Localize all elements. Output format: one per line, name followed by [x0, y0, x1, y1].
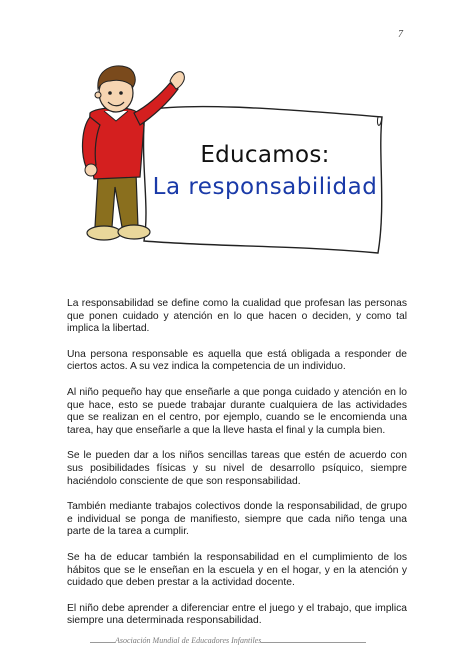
boy-trousers	[95, 173, 138, 227]
page-number: 7	[398, 29, 403, 40]
paragraph-definition: La responsabilidad se define como la cualidad que profesan las personas que ponen cuidado y atención en lo que hacen o deciden, y como tal implica la libertad.	[67, 298, 407, 335]
footer-rule-left	[90, 641, 115, 643]
banner-title: Educamos:	[200, 142, 330, 168]
paragraph-simple-tasks: Se le pueden dar a los niños sencillas tareas que estén de acuerdo con sus posibilidades físicas y su nivel de desarrollo psíquico, siempre haciéndolo consciente de que son responsabilidad.	[67, 450, 407, 487]
paragraph-collective-work: También mediante trabajos colectivos donde la responsabilidad, de grupo e individual se ponga de manifiesto, siempre que cada niño tenga una parte de la tarea a cumplir.	[67, 501, 407, 538]
body-text	[67, 298, 407, 641]
banner-text	[140, 140, 390, 202]
banner-subtitle: La responsabilidad	[152, 174, 378, 200]
paragraph-play-and-work: El niño debe aprender a diferenciar entre el juego y el trabajo, que implica siempre una determinada responsabilidad.	[67, 602, 407, 627]
paragraph-responsible-person: Una persona responsable es aquella que está obligada a responder de ciertos actos. A su vez indica la competencia de un individuo.	[67, 348, 407, 373]
boy-shoe-left	[87, 226, 121, 240]
boy-shoe-right	[118, 225, 150, 239]
paragraph-habits: Se ha de educar también la responsabilidad en el cumplimiento de los hábitos que se le enseñan en la escuela y en el hogar, y en la atención y cuidado que deben prestar a la actividad docente.	[67, 551, 407, 589]
footer	[90, 636, 390, 645]
footer-text: Asociación Mundial de Educadores Infantiles	[115, 636, 262, 645]
paragraph-young-child: Al niño pequeño hay que enseñarle a que ponga cuidado y atención en lo que hace, esto se puede trabajar durante cualquiera de las actividades que se realizan en el centro, por ejemplo, cuando se le encomienda una tarea, hay que enseñarle a que la lleve hasta el final y la cumpla bien.	[67, 386, 407, 436]
footer-rule-right	[261, 641, 366, 643]
